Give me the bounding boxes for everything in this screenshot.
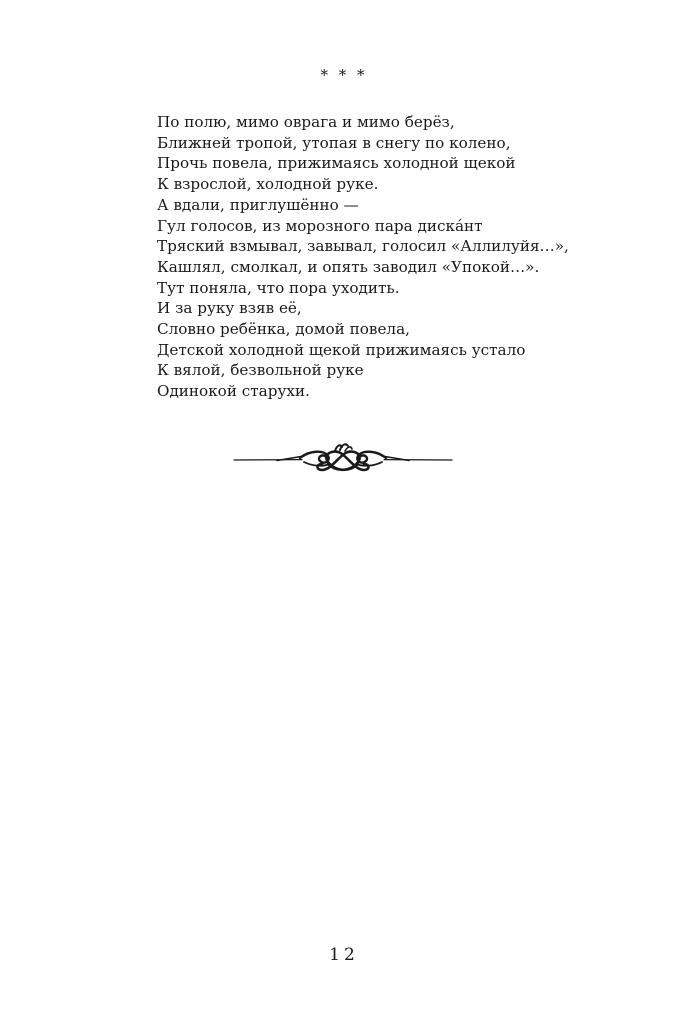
poem-line: А вдали, приглушённо —: [157, 195, 359, 214]
poem-line: Прочь повела, прижимаясь холодной щекой: [157, 154, 516, 173]
poem-line: И за руку взяв её,: [157, 299, 302, 318]
poem-line: По полю, мимо оврага и мимо берёз,: [157, 113, 455, 131]
poem-line: К вялой, безвольной руке: [157, 361, 364, 380]
poem-line: Гул голосов, из морозного пара дискáнт: [157, 216, 483, 235]
poem-body: [157, 112, 657, 402]
poem-line: Тут поняла, что пора уходить.: [157, 278, 400, 297]
poem-line: Детской холодной щекой прижимаясь устало: [157, 340, 526, 359]
poem-line: Словно ребёнка, домой повела,: [157, 320, 410, 339]
section-marker: * * *: [320, 66, 368, 84]
poem-line: К взрослой, холодной руке.: [157, 175, 379, 194]
page-number: 12: [329, 945, 359, 965]
flourish-divider-icon: [232, 440, 454, 480]
poem-line: Ближней тропой, утопая в снегу по колено,: [157, 133, 511, 152]
poem-line: Тряский взмывал, завывал, голосил «Аллилуйя…»,: [157, 237, 569, 256]
poem-line: Одинокой старухи.: [157, 382, 310, 401]
poem-line: Кашлял, смолкал, и опять заводил «Упокой…».: [157, 257, 540, 276]
